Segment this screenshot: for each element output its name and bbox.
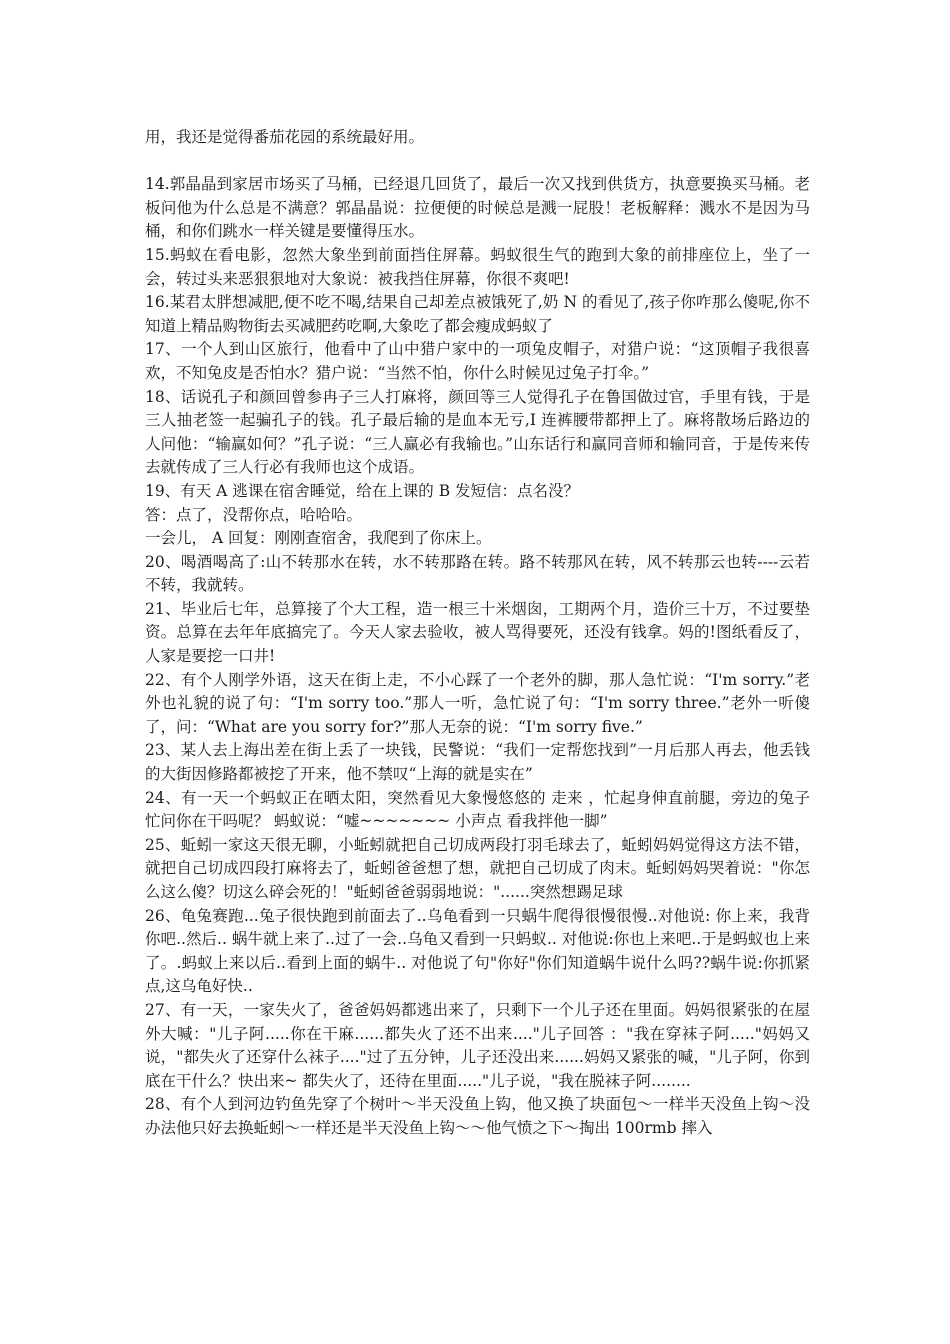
joke-17: 17、一个人到山区旅行，他看中了山中猎户家中的一项兔皮帽子，对猎户说：“这顶帽子我很喜欢，不知兔皮是否怕水？猎户说：“当然不怕，你什么时候见过兔子打伞。” [145, 340, 810, 382]
joke-25: 25、蚯蚓一家这天很无聊，小蚯蚓就把自己切成两段打羽毛球去了，蚯蚓妈妈觉得这方法不错，就把自己切成四段打麻将去了，蚯蚓爸爸想了想，就把自己切成了肉末。蚯蚓妈妈哭着说："你怎么这么傻？切这么碎会死的！"蚯蚓爸爸弱弱地说："......突然想踢足球 [145, 835, 810, 901]
joke-28: 28、有个人到河边钓鱼先穿了个树叶～半天没鱼上钩，他又换了块面包～一样半天没鱼上钩～没办法他只好去换蚯蚓～一样还是半天没鱼上钩～～他气愤之下～掏出 100rmb 摔入 [145, 1095, 810, 1137]
joke-27: 27、有一天，一家失火了，爸爸妈妈都逃出来了，只剩下一个儿子还在里面。妈妈很紧张的在屋外大喊："儿子阿.....你在干麻......都失火了还不出来...."儿子回答 ："我在穿袜子阿....."妈妈又说，"都失火了还穿什么袜子...."过了五分钟，儿子还没出来......妈妈又紧张的喊，"儿子阿，你到底在干什么？快出来~ 都失火了，还待在里面....."儿子说，"我在脱袜子阿........ [145, 1000, 810, 1090]
joke-24: 24、有一天一个蚂蚁正在晒太阳，突然看见大象慢悠悠的 走来 ，忙起身伸直前腿，旁边的兔子忙问你在干吗呢？ 蚂蚁说：“嘘~~~~~~~ 小声点 看我拌他一脚” [145, 788, 810, 831]
paragraph-continuation: 用，我还是觉得番茄花园的系统最好用。 [145, 128, 425, 146]
joke-14: 14.郭晶晶到家居市场买了马桶，已经退几回货了，最后一次又找到供货方，执意要换买马桶。老板问他为什么总是不满意？郭晶晶说：拉便便的时候总是溅一屁股！老板解释：溅水不是因为马桶，和你们跳水一样关键是要懂得压水。 [145, 175, 810, 241]
joke-15: 15.蚂蚁在看电影，忽然大象坐到前面挡住屏幕。蚂蚁很生气的跑到大象的前排座位上，坐了一会，转过头来恶狠狠地对大象说：被我挡住屏幕，你很不爽吧! [145, 245, 810, 288]
joke-19: 19、有天 A 逃课在宿舍睡觉，给在上课的 B 发短信：点名没？ [145, 481, 580, 500]
document-body [145, 126, 810, 1141]
joke-19-reply: 一会儿， A 回复：刚刚查宿舍，我爬到了你床上。 [145, 529, 492, 548]
joke-18: 18、话说孔子和颜回曾参冉子三人打麻将，颜回等三人觉得孔子在鲁国做过官，手里有钱，于是三人抽老签一起骗孔子的钱。孔子最后输的是血本无亏,I 连裤腰带都押上了。麻将散场后路边的人问他：“输赢如何？”孔子说：“三人赢必有我输也。”山东话行和赢同音师和输同音，于是传来传去就传成了三人行必有我师也这个成语。 [145, 387, 810, 477]
joke-21: 21、毕业后七年，总算接了个大工程，造一根三十米烟囱，工期两个月，造价三十万，不过要垫资。总算在去年年底搞完了。今天人家去验收，被人骂得要死，还没有钱拿。妈的!图纸看反了，人家是要挖一口井! [145, 599, 810, 666]
joke-22: 22、有个人刚学外语，这天在街上走，不小心踩了一个老外的脚，那人急忙说：“I'm sorry.”老外也礼貌的说了句：“I'm sorry too.”那人一听，急忙说了句：“I'm sorry three.”老外一听傻了，问：“What are you sorry for?”那人无奈的说：“I'm sorry five.” [145, 670, 810, 736]
blank-line [145, 150, 810, 174]
joke-26: 26、龟兔赛跑...兔子很快跑到前面去了..乌龟看到一只蜗牛爬得很慢很慢..对他说: 你上来，我背你吧..然后.. 蜗牛就上来了..过了一会..乌龟又看到一只蚂蚁.. 对他说:你也上来吧..于是蚂蚁也上来了。.蚂蚁上来以后..看到上面的蜗牛.. 对他说了句"你好"你们知道蜗牛说什么吗??蜗牛说:你抓紧点,这乌龟好快.. [145, 906, 810, 996]
joke-20: 20、喝酒喝高了:山不转那水在转，水不转那路在转。路不转那风在转，风不转那云也转----云若不转，我就转。 [145, 552, 810, 595]
joke-16: 16.某君太胖想减肥,便不吃不喝,结果自己却差点被饿死了,奶 N 的看见了,孩子你咋那么傻呢,你不知道上精品购物街去买减肥药吃啊,大象吃了都会瘦成蚂蚁了 [145, 293, 810, 335]
joke-19-answer: 答：点了，没帮你点，哈哈哈。 [145, 505, 363, 524]
joke-23: 23、某人去上海出差在街上丢了一块钱，民警说：“我们一定帮您找到”一月后那人再去，他丢钱的大街因修路都被挖了开来，他不禁叹“上海的就是实在” [145, 741, 810, 784]
